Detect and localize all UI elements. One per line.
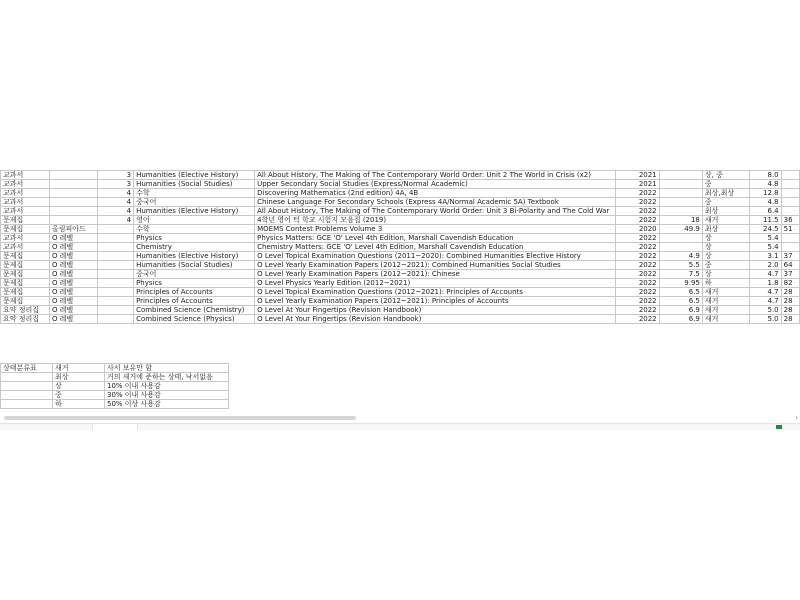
cell-value[interactable]: 5.4 <box>749 234 781 243</box>
cell-subject[interactable]: Physics <box>134 279 255 288</box>
cell-subject[interactable]: Humanities (Elective History) <box>134 171 255 180</box>
cell-condition[interactable]: 새거 <box>702 315 749 324</box>
cell-level[interactable]: O 레벨 <box>49 306 97 315</box>
table-body <box>1 171 800 324</box>
cell-grade[interactable] <box>98 315 134 324</box>
cell-subject[interactable]: Chemistry <box>134 243 255 252</box>
cell-title[interactable]: Upper Secondary Social Studies (Express/Normal Academic) <box>255 180 616 189</box>
cell-title[interactable]: Discovering Mathematics (2nd edition) 4A, 4B <box>255 189 616 198</box>
cell-title[interactable]: Physics Matters: GCE 'O' Level 4th Edition, Marshall Cavendish Education <box>255 234 616 243</box>
cell-condition[interactable]: 최상 <box>702 225 749 234</box>
cell-type[interactable]: 교과서 <box>1 171 50 180</box>
cell-value[interactable]: 6.4 <box>749 207 781 216</box>
cell-type[interactable]: 요약 정리집 <box>1 315 50 324</box>
cell-type[interactable]: 문제집 <box>1 261 50 270</box>
table-row <box>1 297 800 306</box>
cell-type[interactable]: 문제집 <box>1 225 50 234</box>
cell-title[interactable]: O Level Yearly Examination Papers (2012~2021): Principles of Accounts <box>255 297 616 306</box>
cell-value[interactable]: 8.0 <box>749 171 781 180</box>
cell-value[interactable]: 4.7 <box>749 270 781 279</box>
cell-extra[interactable] <box>781 180 799 189</box>
cell-grade[interactable]: 4 <box>98 216 134 225</box>
scroll-right-icon[interactable]: › <box>795 414 798 422</box>
cell-title[interactable]: All About History, The Making of The Contemporary World Order: Unit 2 The World in Crisis (x2) <box>255 171 616 180</box>
cell-grade[interactable]: 4 <box>98 198 134 207</box>
cell-subject[interactable]: 수학 <box>134 225 255 234</box>
cell-condition[interactable]: 새거 <box>702 216 749 225</box>
cell-year[interactable]: 2022 <box>615 315 659 324</box>
cell-condition[interactable]: 새거 <box>702 297 749 306</box>
cell-type[interactable]: 문제집 <box>1 252 50 261</box>
cell-level[interactable] <box>49 171 97 180</box>
cell-value[interactable]: 24.5 <box>749 225 781 234</box>
cell-year[interactable]: 2022 <box>615 279 659 288</box>
cell-level[interactable] <box>49 216 97 225</box>
table-row <box>1 279 800 288</box>
cell-subject[interactable]: Physics <box>134 234 255 243</box>
cell-grade[interactable] <box>98 306 134 315</box>
cell-year[interactable]: 2022 <box>615 252 659 261</box>
cell-extra[interactable]: 82 <box>781 279 799 288</box>
table-row <box>1 207 800 216</box>
cell-extra[interactable]: 28 <box>781 297 799 306</box>
cell-condition[interactable]: 상 <box>702 270 749 279</box>
cell-condition[interactable]: 새거 <box>702 288 749 297</box>
legend-cell-header[interactable] <box>1 400 53 409</box>
cell-grade[interactable] <box>98 288 134 297</box>
cell-subject[interactable]: Principles of Accounts <box>134 288 255 297</box>
cell-type[interactable]: 교과서 <box>1 234 50 243</box>
cell-year[interactable]: 2022 <box>615 189 659 198</box>
cell-level[interactable] <box>49 180 97 189</box>
cell-value[interactable]: 5.0 <box>749 315 781 324</box>
table-row <box>1 261 800 270</box>
legend-cell-description[interactable]: 사서 보유만 함 <box>105 364 229 373</box>
legend-cell-grade[interactable]: 상 <box>53 382 105 391</box>
cell-condition[interactable]: 상, 중 <box>702 171 749 180</box>
condition-legend-table <box>0 363 229 409</box>
cell-year[interactable]: 2022 <box>615 270 659 279</box>
cell-extra[interactable]: 28 <box>781 306 799 315</box>
cell-condition[interactable]: 하 <box>702 279 749 288</box>
cell-price[interactable] <box>659 198 702 207</box>
cell-title[interactable]: Chemistry Matters: GCE 'O' Level 4th Edition, Marshall Cavendish Education <box>255 243 616 252</box>
table-row <box>1 234 800 243</box>
cell-value[interactable]: 12.8 <box>749 189 781 198</box>
legend-cell-grade[interactable]: 최상 <box>53 373 105 382</box>
cell-title[interactable]: All About History, The Making of The Contemporary World Order: Unit 3 Bi-Polarity and The Cold War <box>255 207 616 216</box>
legend-body <box>1 364 229 409</box>
cell-subject[interactable]: Combined Science (Physics) <box>134 315 255 324</box>
table-row <box>1 216 800 225</box>
cell-level[interactable]: O 레벨 <box>49 279 97 288</box>
cell-grade[interactable]: 4 <box>98 207 134 216</box>
cell-extra[interactable]: 37 <box>781 252 799 261</box>
cell-title[interactable]: O Level Yearly Examination Papers (2012~2021): Chinese <box>255 270 616 279</box>
status-green-icon <box>776 425 782 429</box>
cell-subject[interactable]: Principles of Accounts <box>134 297 255 306</box>
cell-price[interactable] <box>659 234 702 243</box>
cell-condition[interactable]: 새거 <box>702 306 749 315</box>
cell-price[interactable]: 6.5 <box>659 297 702 306</box>
table-row <box>1 243 800 252</box>
cell-extra[interactable] <box>781 171 799 180</box>
cell-extra[interactable] <box>781 243 799 252</box>
cell-condition[interactable]: 최상 <box>702 207 749 216</box>
cell-price[interactable] <box>659 180 702 189</box>
legend-row <box>1 382 229 391</box>
cell-price[interactable]: 7.5 <box>659 270 702 279</box>
cell-value[interactable]: 4.8 <box>749 180 781 189</box>
cell-subject[interactable]: 수학 <box>134 189 255 198</box>
cell-price[interactable] <box>659 243 702 252</box>
cell-price[interactable] <box>659 189 702 198</box>
cell-title[interactable]: O Level At Your Fingertips (Revision Handbook) <box>255 306 616 315</box>
cell-extra[interactable] <box>781 207 799 216</box>
cell-level[interactable]: 올림피아드 <box>49 225 97 234</box>
legend-row <box>1 373 229 382</box>
cell-value[interactable]: 5.4 <box>749 243 781 252</box>
legend-cell-grade[interactable]: 중 <box>53 391 105 400</box>
legend-cell-description[interactable]: 30% 이내 사용감 <box>105 391 229 400</box>
cell-level[interactable]: O 레벨 <box>49 243 97 252</box>
cell-level[interactable]: O 레벨 <box>49 315 97 324</box>
cell-title[interactable]: O Level At Your Fingertips (Revision Handbook) <box>255 315 616 324</box>
cell-type[interactable]: 교과서 <box>1 243 50 252</box>
cell-subject[interactable]: Humanities (Elective History) <box>134 207 255 216</box>
cell-subject[interactable]: 영어 <box>134 216 255 225</box>
table-row <box>1 270 800 279</box>
cell-level[interactable]: O 레벨 <box>49 252 97 261</box>
cell-subject[interactable]: Humanities (Elective History) <box>134 252 255 261</box>
cell-extra[interactable]: 28 <box>781 288 799 297</box>
cell-extra[interactable] <box>781 189 799 198</box>
horizontal-scrollbar-track[interactable] <box>0 414 800 422</box>
legend-cell-grade[interactable]: 새거 <box>53 364 105 373</box>
cell-subject[interactable]: Combined Science (Chemistry) <box>134 306 255 315</box>
table-row <box>1 252 800 261</box>
cell-grade[interactable] <box>98 243 134 252</box>
cell-extra[interactable] <box>781 234 799 243</box>
cell-title[interactable]: 4학년 영어 턱 학교 시험지 모음집 (2019) <box>255 216 616 225</box>
cell-title[interactable]: O Level Topical Examination Questions (2012~2021): Principles of Accounts <box>255 288 616 297</box>
cell-level[interactable] <box>49 198 97 207</box>
table-row <box>1 225 800 234</box>
cell-title[interactable]: O Level Topical Examination Questions (2011~2020): Combined Humanities Elective History <box>255 252 616 261</box>
cell-subject[interactable]: Humanities (Social Studies) <box>134 261 255 270</box>
cell-price[interactable]: 18 <box>659 216 702 225</box>
table-row <box>1 306 800 315</box>
legend-cell-description[interactable]: 10% 이내 사용감 <box>105 382 229 391</box>
cell-year[interactable]: 2021 <box>615 180 659 189</box>
cell-value[interactable]: 5.0 <box>749 306 781 315</box>
table-row <box>1 171 800 180</box>
horizontal-scrollbar-thumb[interactable] <box>4 416 356 420</box>
legend-cell-header[interactable] <box>1 391 53 400</box>
cell-level[interactable]: O 레벨 <box>49 288 97 297</box>
cell-extra[interactable]: 36 <box>781 216 799 225</box>
cell-grade[interactable] <box>98 234 134 243</box>
cell-year[interactable]: 2022 <box>615 297 659 306</box>
cell-type[interactable]: 문제집 <box>1 297 50 306</box>
cell-extra[interactable]: 37 <box>781 270 799 279</box>
cell-title[interactable]: Chinese Language For Secondary Schools (Express 4A/Normal Academic 5A) Textbook <box>255 198 616 207</box>
cell-condition[interactable]: 상 <box>702 252 749 261</box>
sheet-tab-strip <box>0 423 800 430</box>
cell-extra[interactable] <box>781 198 799 207</box>
cell-type[interactable]: 교과서 <box>1 207 50 216</box>
book-table <box>0 170 800 324</box>
cell-grade[interactable] <box>98 225 134 234</box>
cell-value[interactable]: 11.5 <box>749 216 781 225</box>
cell-year[interactable]: 2022 <box>615 234 659 243</box>
cell-value[interactable]: 4.7 <box>749 297 781 306</box>
cell-type[interactable]: 교과서 <box>1 198 50 207</box>
legend-cell-description[interactable]: 거의 새거에 준하는 상태, 낙서없음 <box>105 373 229 382</box>
table-row <box>1 198 800 207</box>
cell-type[interactable]: 문제집 <box>1 288 50 297</box>
cell-extra[interactable]: 28 <box>781 315 799 324</box>
table-row <box>1 288 800 297</box>
cell-type[interactable]: 교과서 <box>1 180 50 189</box>
cell-title[interactable]: O Level Physics Yearly Edition (2012~2021) <box>255 279 616 288</box>
cell-type[interactable]: 교과서 <box>1 189 50 198</box>
cell-condition[interactable]: 상 <box>702 234 749 243</box>
cell-grade[interactable] <box>98 270 134 279</box>
cell-condition[interactable]: 최상,최상 <box>702 189 749 198</box>
cell-level[interactable] <box>49 189 97 198</box>
cell-type[interactable]: 문제집 <box>1 279 50 288</box>
cell-condition[interactable]: 중 <box>702 261 749 270</box>
cell-subject[interactable]: 중국어 <box>134 198 255 207</box>
cell-price[interactable]: 9.95 <box>659 279 702 288</box>
cell-type[interactable]: 요약 정리집 <box>1 306 50 315</box>
cell-grade[interactable] <box>98 252 134 261</box>
cell-price[interactable]: 6.9 <box>659 315 702 324</box>
cell-year[interactable]: 2022 <box>615 216 659 225</box>
cell-condition[interactable]: 상 <box>702 243 749 252</box>
cell-grade[interactable] <box>98 297 134 306</box>
cell-extra[interactable]: 64 <box>781 261 799 270</box>
cell-level[interactable]: O 레벨 <box>49 261 97 270</box>
legend-row <box>1 400 229 409</box>
cell-year[interactable]: 2021 <box>615 171 659 180</box>
legend-cell-header[interactable]: 상태분류표 <box>1 364 53 373</box>
cell-extra[interactable]: 51 <box>781 225 799 234</box>
cell-value[interactable]: 4.8 <box>749 198 781 207</box>
table-row <box>1 189 800 198</box>
cell-grade[interactable]: 3 <box>98 171 134 180</box>
cell-grade[interactable] <box>98 261 134 270</box>
cell-value[interactable]: 3.1 <box>749 252 781 261</box>
legend-row <box>1 364 229 373</box>
cell-year[interactable]: 2022 <box>615 243 659 252</box>
cell-year[interactable]: 2022 <box>615 306 659 315</box>
cell-title[interactable]: O Level Yearly Examination Papers (2012~2021): Combined Humanities Social Studies <box>255 261 616 270</box>
cell-level[interactable]: O 레벨 <box>49 234 97 243</box>
cell-year[interactable]: 2022 <box>615 261 659 270</box>
cell-price[interactable]: 5.5 <box>659 261 702 270</box>
cell-year[interactable]: 2022 <box>615 198 659 207</box>
cell-level[interactable]: O 레벨 <box>49 270 97 279</box>
cell-condition[interactable]: 중 <box>702 198 749 207</box>
cell-subject[interactable]: 중국어 <box>134 270 255 279</box>
cell-grade[interactable] <box>98 279 134 288</box>
cell-price[interactable]: 49.9 <box>659 225 702 234</box>
cell-year[interactable]: 2022 <box>615 207 659 216</box>
cell-grade[interactable]: 3 <box>98 180 134 189</box>
cell-type[interactable]: 문제집 <box>1 270 50 279</box>
cell-grade[interactable]: 4 <box>98 189 134 198</box>
cell-price[interactable]: 6.9 <box>659 306 702 315</box>
cell-condition[interactable]: 중 <box>702 180 749 189</box>
cell-year[interactable]: 2020 <box>615 225 659 234</box>
legend-cell-grade[interactable]: 하 <box>53 400 105 409</box>
legend-cell-description[interactable]: 50% 이상 사용감 <box>105 400 229 409</box>
cell-value[interactable]: 1.8 <box>749 279 781 288</box>
cell-subject[interactable]: Humanities (Social Studies) <box>134 180 255 189</box>
cell-price[interactable]: 6.5 <box>659 288 702 297</box>
legend-row <box>1 391 229 400</box>
legend-cell-header[interactable] <box>1 382 53 391</box>
legend-cell-header[interactable] <box>1 373 53 382</box>
cell-level[interactable] <box>49 207 97 216</box>
cell-level[interactable]: O 레벨 <box>49 297 97 306</box>
cell-price[interactable] <box>659 207 702 216</box>
cell-title[interactable]: MOEMS Contest Problems Volume 3 <box>255 225 616 234</box>
sheet-tab-active[interactable] <box>92 424 138 430</box>
table-row <box>1 180 800 189</box>
cell-price[interactable] <box>659 171 702 180</box>
cell-price[interactable]: 4.9 <box>659 252 702 261</box>
cell-type[interactable]: 문제집 <box>1 216 50 225</box>
cell-year[interactable]: 2022 <box>615 288 659 297</box>
table-row <box>1 315 800 324</box>
cell-value[interactable]: 2.0 <box>749 261 781 270</box>
cell-value[interactable]: 4.7 <box>749 288 781 297</box>
